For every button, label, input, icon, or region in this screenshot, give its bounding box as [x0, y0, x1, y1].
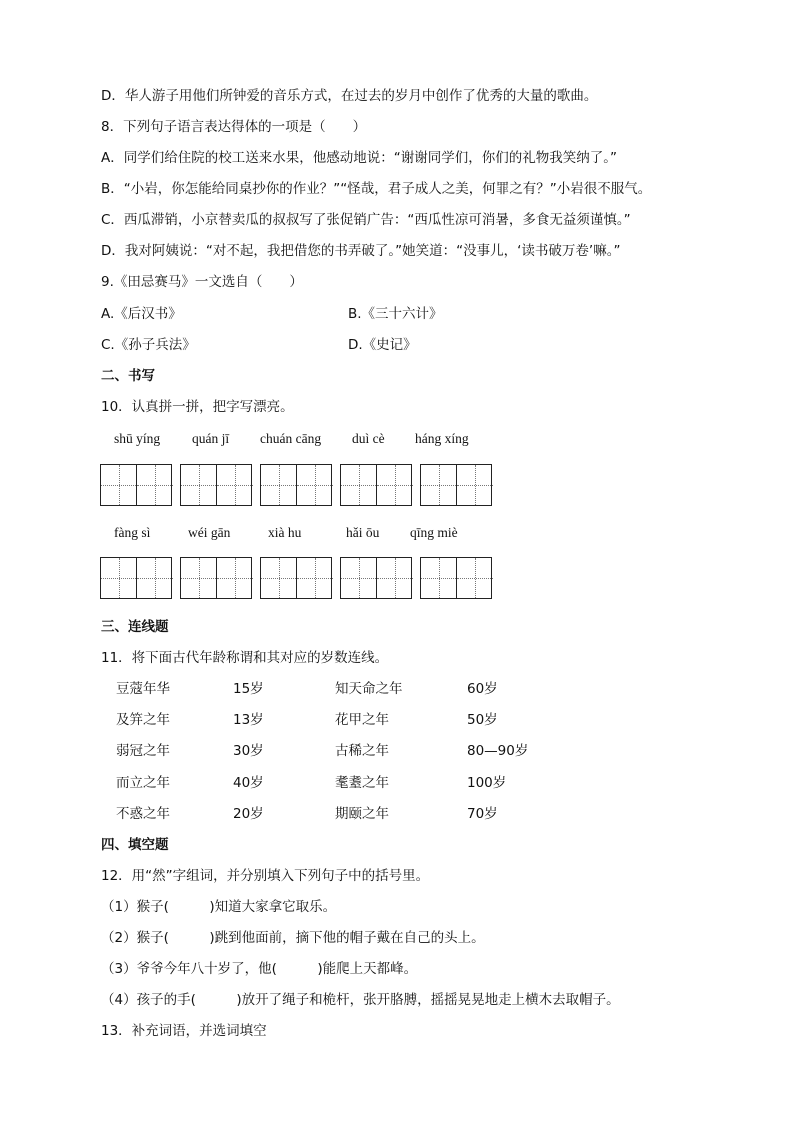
match-age[interactable]: 100岁 — [467, 775, 507, 791]
section-4-title: 四、填空题 — [101, 837, 169, 853]
match-term[interactable]: 耄耋之年 — [335, 775, 389, 791]
match-age[interactable]: 80—90岁 — [467, 743, 529, 759]
match-term[interactable]: 期颐之年 — [335, 806, 389, 822]
match-age[interactable]: 50岁 — [467, 712, 498, 728]
match-term[interactable]: 而立之年 — [116, 775, 170, 791]
section-3-title: 三、连线题 — [101, 619, 169, 635]
writing-grid[interactable] — [180, 557, 252, 599]
q12-item-1: （1）猴子( )知道大家拿它取乐。 — [101, 899, 337, 915]
q12-stem: 12．用“然”字组词，并分别填入下列句子中的括号里。 — [101, 868, 430, 884]
q9-stem: 9.《田忌赛马》一文选自（ ） — [101, 274, 303, 290]
q10-stem: 10．认真拼一拼，把字写漂亮。 — [101, 399, 294, 415]
match-age[interactable]: 40岁 — [233, 775, 264, 791]
match-term[interactable]: 花甲之年 — [335, 712, 389, 728]
match-age[interactable]: 60岁 — [467, 681, 498, 697]
writing-grid[interactable] — [260, 464, 332, 506]
match-term[interactable]: 知天命之年 — [335, 681, 403, 697]
match-age[interactable]: 20岁 — [233, 806, 264, 822]
match-age[interactable]: 13岁 — [233, 712, 264, 728]
q12-item-3: （3）爷爷今年八十岁了，他( )能爬上天都峰。 — [101, 961, 418, 977]
q9-option-a: A.《后汉书》 — [101, 306, 182, 322]
q12-item-4: （4）孩子的手( )放开了绳子和桅杆，张开胳膊，摇摇晃晃地走上横木去取帽子。 — [101, 992, 620, 1008]
match-term[interactable]: 弱冠之年 — [116, 743, 170, 759]
q8-option-a: A．同学们给住院的校工送来水果，他感动地说：“谢谢同学们，你们的礼物我笑纳了。” — [101, 150, 617, 166]
match-age[interactable]: 70岁 — [467, 806, 498, 822]
q7-option-d: D．华人游子用他们所钟爱的音乐方式，在过去的岁月中创作了优秀的大量的歌曲。 — [101, 88, 598, 104]
q9-option-d: D.《史记》 — [348, 337, 417, 353]
match-term[interactable]: 古稀之年 — [335, 743, 389, 759]
q9-option-c: C.《孙子兵法》 — [101, 337, 196, 353]
writing-grid[interactable] — [260, 557, 332, 599]
q11-stem: 11．将下面古代年龄称谓和其对应的岁数连线。 — [101, 650, 389, 666]
writing-grid[interactable] — [340, 557, 412, 599]
match-term[interactable]: 不惑之年 — [116, 806, 170, 822]
q12-item-2: （2）猴子( )跳到他面前，摘下他的帽子戴在自己的头上。 — [101, 930, 485, 946]
writing-grid[interactable] — [100, 464, 172, 506]
q8-option-b: B．“小岩，你怎能给同桌抄你的作业？”“怪哉，君子成人之美，何罪之有？”小岩很不服气。 — [101, 181, 652, 197]
pinyin-7: wéi gān — [188, 525, 231, 540]
pinyin-4: duì cè — [352, 431, 385, 446]
pinyin-1: shū yíng — [114, 431, 161, 446]
pinyin-5: háng xíng — [415, 431, 469, 446]
pinyin-2: quán jī — [192, 431, 230, 446]
q8-option-c: C．西瓜滞销，小京替卖瓜的叔叔写了张促销广告：“西瓜性凉可消暑，多食无益须谨慎。” — [101, 212, 631, 228]
writing-grid[interactable] — [340, 464, 412, 506]
match-age[interactable]: 30岁 — [233, 743, 264, 759]
writing-grid[interactable] — [420, 557, 492, 599]
writing-grid[interactable] — [420, 464, 492, 506]
q8-option-d: D．我对阿姨说：“对不起，我把借您的书弄破了。”她笑道：“没事儿，‘读书破万卷’嘛。” — [101, 243, 621, 259]
section-2-title: 二、书写 — [101, 368, 155, 384]
pinyin-10: qīng miè — [410, 525, 458, 540]
q9-option-b: B.《三十六计》 — [348, 306, 443, 322]
q13-stem: 13．补充词语，并选词填空 — [101, 1023, 267, 1039]
match-age[interactable]: 15岁 — [233, 681, 264, 697]
match-term[interactable]: 豆蔻年华 — [116, 681, 170, 697]
pinyin-8: xià hu — [268, 525, 302, 540]
pinyin-3: chuán cāng — [260, 431, 322, 446]
writing-grid[interactable] — [100, 557, 172, 599]
match-term[interactable]: 及笄之年 — [116, 712, 170, 728]
pinyin-6: fàng sì — [114, 525, 151, 540]
q8-stem: 8．下列句子语言表达得体的一项是（ ） — [101, 119, 367, 135]
writing-grid[interactable] — [180, 464, 252, 506]
pinyin-9: hǎi ōu — [346, 525, 380, 540]
